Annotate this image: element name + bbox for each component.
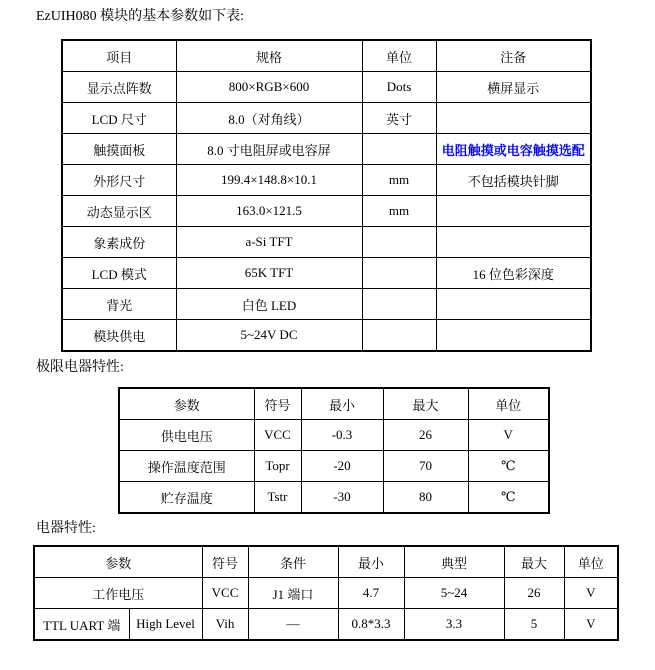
cell-remark bbox=[436, 103, 591, 134]
table-row bbox=[62, 258, 591, 289]
cell-unit: mm bbox=[362, 196, 436, 227]
cell-item: 显示点阵数 bbox=[62, 72, 176, 103]
table-row bbox=[62, 72, 591, 103]
cell-item: 背光 bbox=[62, 289, 176, 320]
table-row bbox=[119, 482, 549, 514]
electrical-characteristics-table bbox=[33, 545, 619, 641]
col-header-min: 最小 bbox=[338, 546, 404, 578]
cell-spec: a-Si TFT bbox=[176, 227, 362, 258]
document-page bbox=[0, 8, 655, 670]
cell-spec: 8.0（对角线） bbox=[176, 103, 362, 134]
cell-unit bbox=[362, 134, 436, 165]
table-row bbox=[62, 289, 591, 320]
col-header-item: 项目 bbox=[62, 40, 176, 72]
cell-spec: 5~24V DC bbox=[176, 320, 362, 352]
cell-parameter-sub: High Level bbox=[129, 609, 202, 641]
table-row bbox=[62, 103, 591, 134]
cell-unit bbox=[362, 258, 436, 289]
basic-parameters-table bbox=[61, 39, 592, 352]
col-header-condition: 条件 bbox=[248, 546, 338, 578]
cell-typical: 5~24 bbox=[404, 578, 504, 609]
cell-min: -20 bbox=[301, 451, 383, 482]
cell-item: 外形尺寸 bbox=[62, 165, 176, 196]
cell-item: 模块供电 bbox=[62, 320, 176, 352]
col-header-unit: 单位 bbox=[468, 388, 549, 420]
cell-unit: V bbox=[564, 609, 618, 641]
cell-symbol: VCC bbox=[202, 578, 248, 609]
table-row bbox=[34, 609, 618, 641]
table-row bbox=[119, 420, 549, 451]
cell-remark bbox=[436, 320, 591, 352]
cell-parameter: 贮存温度 bbox=[119, 482, 254, 514]
cell-spec: 199.4×148.8×10.1 bbox=[176, 165, 362, 196]
cell-remark: 16 位色彩深度 bbox=[436, 258, 591, 289]
cell-remark bbox=[436, 196, 591, 227]
page-title: EzUIH080 模块的基本参数如下表: bbox=[36, 9, 245, 24]
cell-spec: 8.0 寸电阻屏或电容屏 bbox=[176, 134, 362, 165]
table-row bbox=[62, 227, 591, 258]
cell-symbol: Tstr bbox=[254, 482, 301, 514]
cell-remark bbox=[436, 289, 591, 320]
cell-spec: 800×RGB×600 bbox=[176, 72, 362, 103]
cell-parameter: 供电电压 bbox=[119, 420, 254, 451]
cell-spec: 白色 LED bbox=[176, 289, 362, 320]
cell-unit: 英寸 bbox=[362, 103, 436, 134]
cell-unit: ℃ bbox=[468, 451, 549, 482]
cell-max: 80 bbox=[383, 482, 468, 514]
cell-remark-highlighted: 电阻触摸或电容触摸选配 bbox=[436, 134, 591, 165]
col-header-unit: 单位 bbox=[362, 40, 436, 72]
cell-unit bbox=[362, 289, 436, 320]
table-header-row bbox=[62, 40, 591, 72]
cell-item: 动态显示区 bbox=[62, 196, 176, 227]
table-row bbox=[62, 320, 591, 352]
cell-parameter: TTL UART 端 bbox=[34, 609, 129, 641]
cell-min: 4.7 bbox=[338, 578, 404, 609]
cell-condition: J1 端口 bbox=[248, 578, 338, 609]
cell-symbol: Topr bbox=[254, 451, 301, 482]
col-header-max: 最大 bbox=[383, 388, 468, 420]
col-header-spec: 规格 bbox=[176, 40, 362, 72]
col-header-symbol: 符号 bbox=[254, 388, 301, 420]
cell-unit bbox=[362, 227, 436, 258]
cell-min: -30 bbox=[301, 482, 383, 514]
cell-condition: — bbox=[248, 609, 338, 641]
cell-remark: 横屏显示 bbox=[436, 72, 591, 103]
cell-parameter: 操作温度范围 bbox=[119, 451, 254, 482]
cell-max: 70 bbox=[383, 451, 468, 482]
cell-unit: V bbox=[468, 420, 549, 451]
cell-max: 26 bbox=[504, 578, 564, 609]
section-title-electrical-characteristics: 电器特性: bbox=[36, 521, 96, 536]
cell-item: 触摸面板 bbox=[62, 134, 176, 165]
cell-parameter: 工作电压 bbox=[34, 578, 202, 609]
col-header-max: 最大 bbox=[504, 546, 564, 578]
cell-min: 0.8*3.3 bbox=[338, 609, 404, 641]
col-header-min: 最小 bbox=[301, 388, 383, 420]
cell-remark: 不包括模块针脚 bbox=[436, 165, 591, 196]
table-row bbox=[62, 196, 591, 227]
cell-symbol: Vih bbox=[202, 609, 248, 641]
cell-unit: ℃ bbox=[468, 482, 549, 514]
cell-min: -0.3 bbox=[301, 420, 383, 451]
cell-max: 5 bbox=[504, 609, 564, 641]
table-row bbox=[62, 165, 591, 196]
table-header-row bbox=[119, 388, 549, 420]
cell-item: LCD 模式 bbox=[62, 258, 176, 289]
cell-max: 26 bbox=[383, 420, 468, 451]
cell-typical: 3.3 bbox=[404, 609, 504, 641]
cell-symbol: VCC bbox=[254, 420, 301, 451]
cell-unit bbox=[362, 320, 436, 352]
cell-unit: V bbox=[564, 578, 618, 609]
cell-remark bbox=[436, 227, 591, 258]
col-header-parameter: 参数 bbox=[34, 546, 202, 578]
cell-item: 象素成份 bbox=[62, 227, 176, 258]
table-row bbox=[62, 134, 591, 165]
table-header-row bbox=[34, 546, 618, 578]
section-title-limit-characteristics: 极限电器特性: bbox=[36, 360, 124, 375]
col-header-symbol: 符号 bbox=[202, 546, 248, 578]
cell-unit: mm bbox=[362, 165, 436, 196]
cell-unit: Dots bbox=[362, 72, 436, 103]
limit-characteristics-table bbox=[118, 387, 550, 514]
col-header-parameter: 参数 bbox=[119, 388, 254, 420]
cell-item: LCD 尺寸 bbox=[62, 103, 176, 134]
col-header-unit: 单位 bbox=[564, 546, 618, 578]
table-row bbox=[119, 451, 549, 482]
col-header-remark: 注备 bbox=[436, 40, 591, 72]
col-header-typical: 典型 bbox=[404, 546, 504, 578]
table-row bbox=[34, 578, 618, 609]
cell-spec: 163.0×121.5 bbox=[176, 196, 362, 227]
cell-spec: 65K TFT bbox=[176, 258, 362, 289]
